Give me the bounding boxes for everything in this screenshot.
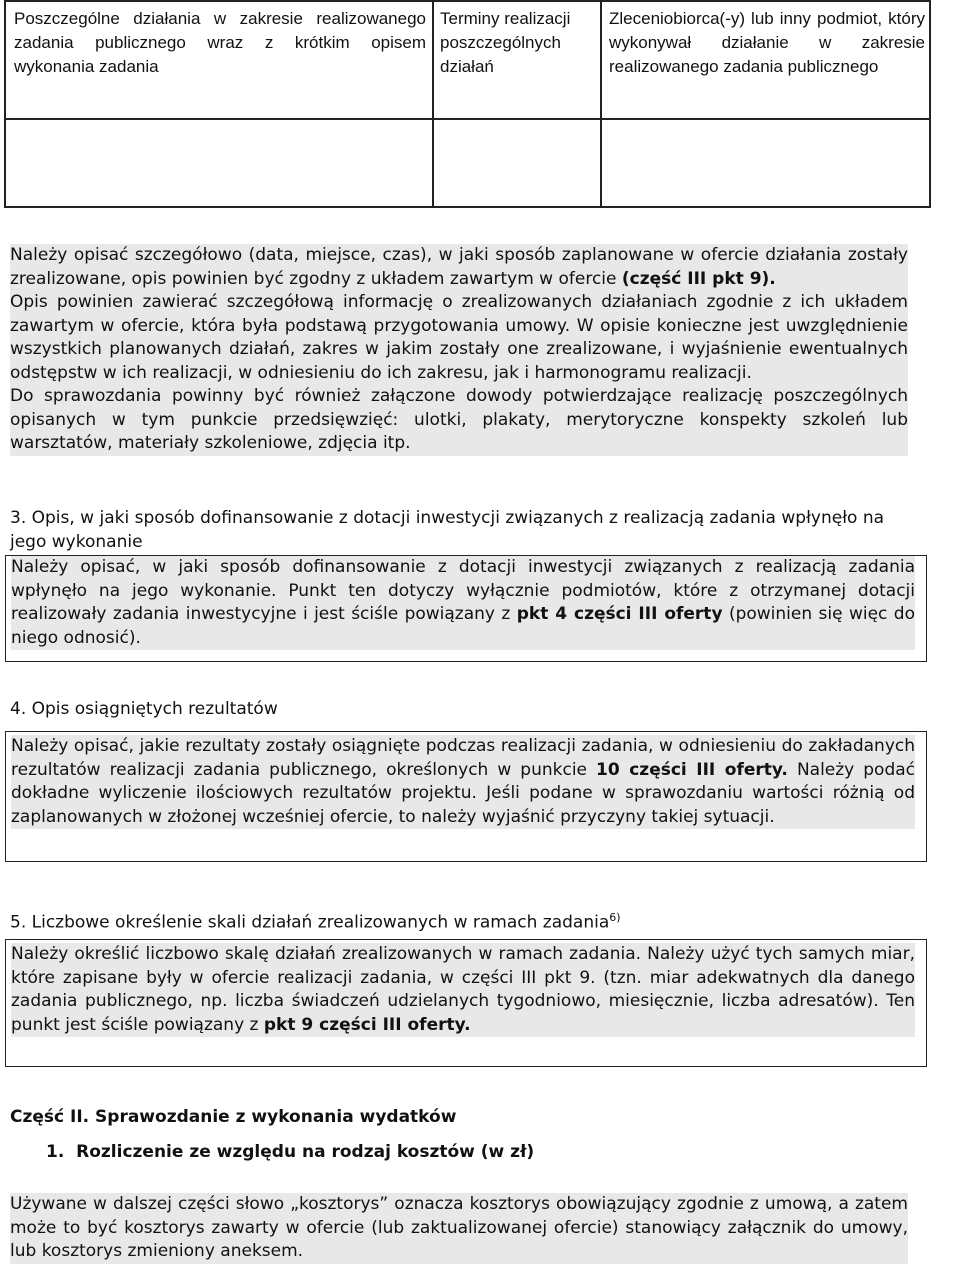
section5-answer-box[interactable] — [5, 939, 927, 1067]
section3-instruction-tail: (powinien się więc do niego odnosić). — [11, 604, 915, 648]
part2-note: Używane w dalszej części słowo „kosztorys” oznacza kosztorys obowiązujący zgodnie z umową, a zatem może to być kosztorys zawarty w ofercie (lub zaktualizowanej ofercie) stanowiący załącznik do umowy, lub kosztorys zmieniony aneksem. — [10, 1193, 908, 1264]
table-cell-dates[interactable] — [436, 122, 598, 206]
part2-subheading: 1. Rozliczenie ze względu na rodzaj kosztów (w zł) — [46, 1142, 535, 1162]
section4-instruction-text: Należy opisać, jakie rezultaty zostały osiągnięte podczas realizacji zadania, w odniesieniu do zakładanych rezultatów realizacji zadania publicznego, określonych w punkcie — [11, 736, 915, 780]
section5-heading-text: 5. Liczbowe określenie skali działań zrealizowanych w ramach zadania — [10, 912, 610, 933]
table-divider-2 — [600, 2, 602, 206]
section4-instruction — [11, 735, 915, 829]
table-cell-activities[interactable] — [8, 122, 430, 206]
section4-heading: 4. Opis osiągniętych rezultatów — [10, 699, 278, 719]
table-header-executor: Zleceniobiorca(-y) lub inny podmiot, który wykonywał działanie w zakresie realizowanego zadania publicznego — [609, 9, 925, 76]
section4-instruction-ref: 10 części III oferty. — [596, 759, 788, 780]
section5-instruction-ref: pkt 9 części III oferty. — [263, 1014, 471, 1035]
table-header-dates: Terminy realizacji poszczególnych działań — [440, 9, 571, 76]
activities-table — [4, 0, 931, 208]
section3-heading: 3. Opis, w jaki sposób dofinansowanie z dotacji inwestycji związanych z realizacją zadania wpłynęło na jego wykonanie — [10, 508, 885, 552]
section3-answer-box[interactable] — [5, 555, 927, 662]
section2-instruction-p1: Należy opisać szczegółowo (data, miejsce, czas), w jaki sposób zaplanowane w ofercie działania zostały zrealizowane, opis powinien być zgodny z układem zawartym w ofercie — [10, 245, 908, 289]
part2-heading: Część II. Sprawozdanie z wykonania wydatków — [10, 1107, 457, 1127]
section2-instruction-ref: (część III pkt 9). — [621, 268, 776, 289]
section3-instruction — [11, 556, 915, 650]
section4-answer-box[interactable] — [5, 731, 927, 862]
table-divider-1 — [432, 2, 434, 206]
table-cell-executor[interactable] — [604, 122, 929, 206]
section2-instruction — [10, 244, 908, 456]
section3-instruction-ref: pkt 4 części III oferty — [516, 604, 723, 624]
section5-instruction — [11, 943, 915, 1037]
section5-heading — [10, 906, 621, 935]
section2-instruction-p2: Opis powinien zawierać szczegółową informację o zrealizowanych działaniach zgodnie z ich układem zawartym w ofercie, która była podstawą przygotowania umowy. W opisie konieczne jest uwzględnienie wszystkich planowanych działań, zakres w jakim zostały one zrealizowane, i wyjaśnienie ewentualnych odstępstw w ich realizacji, w odniesieniu do ich zakresu, jak i harmonogramu realizacji. — [10, 292, 908, 383]
section3-instruction-text: Należy opisać, w jaki sposób dofinansowanie z dotacji inwestycji związanych z realizacją zadania wpłynęło na jego wykonanie. Punkt ten dotyczy wyłącznie podmiotów, które z otrzymanej dotacji realizowały zadania inwestycyjne i jest ściśle powiązany z — [11, 557, 915, 624]
section5-instruction-text: Należy określić liczbowo skalę działań zrealizowanych w ramach zadania. Należy użyć tych samych miar, które zapisane były w ofercie realizacji zadania, w części III pkt 9. (tzn. miar adekwatnych dla danego zadania publicznego, np. liczba świadczeń udzielanych tygodniowo, miesięcznie, liczba adresatów). Ten punkt jest ściśle powiązany z — [11, 944, 915, 1035]
footnote-mark: 6) — [609, 911, 621, 924]
table-header-activities: Poszczególne działania w zakresie realizowanego zadania publicznego wraz z krótkim opisem wykonania zadania — [14, 9, 426, 76]
section2-instruction-p3: Do sprawozdania powinny być również załączone dowody potwierdzające realizację poszczególnych opisanych w tym punkcie przedsięwzięć: ulotki, plakaty, merytoryczne konspekty szkoleń lub warsztatów, materiały szkoleniowe, zdjęcia itp. — [10, 386, 908, 453]
table-header-divider — [6, 118, 929, 120]
section4-instruction-tail: Należy podać dokładne wyliczenie ilościowych rezultatów projektu. Jeśli podane w sprawozdaniu wartości różnią od zaplanowanych w złożonej wcześniej ofercie, to należy wyjaśnić przyczyny takiej sytuacji. — [11, 759, 916, 827]
